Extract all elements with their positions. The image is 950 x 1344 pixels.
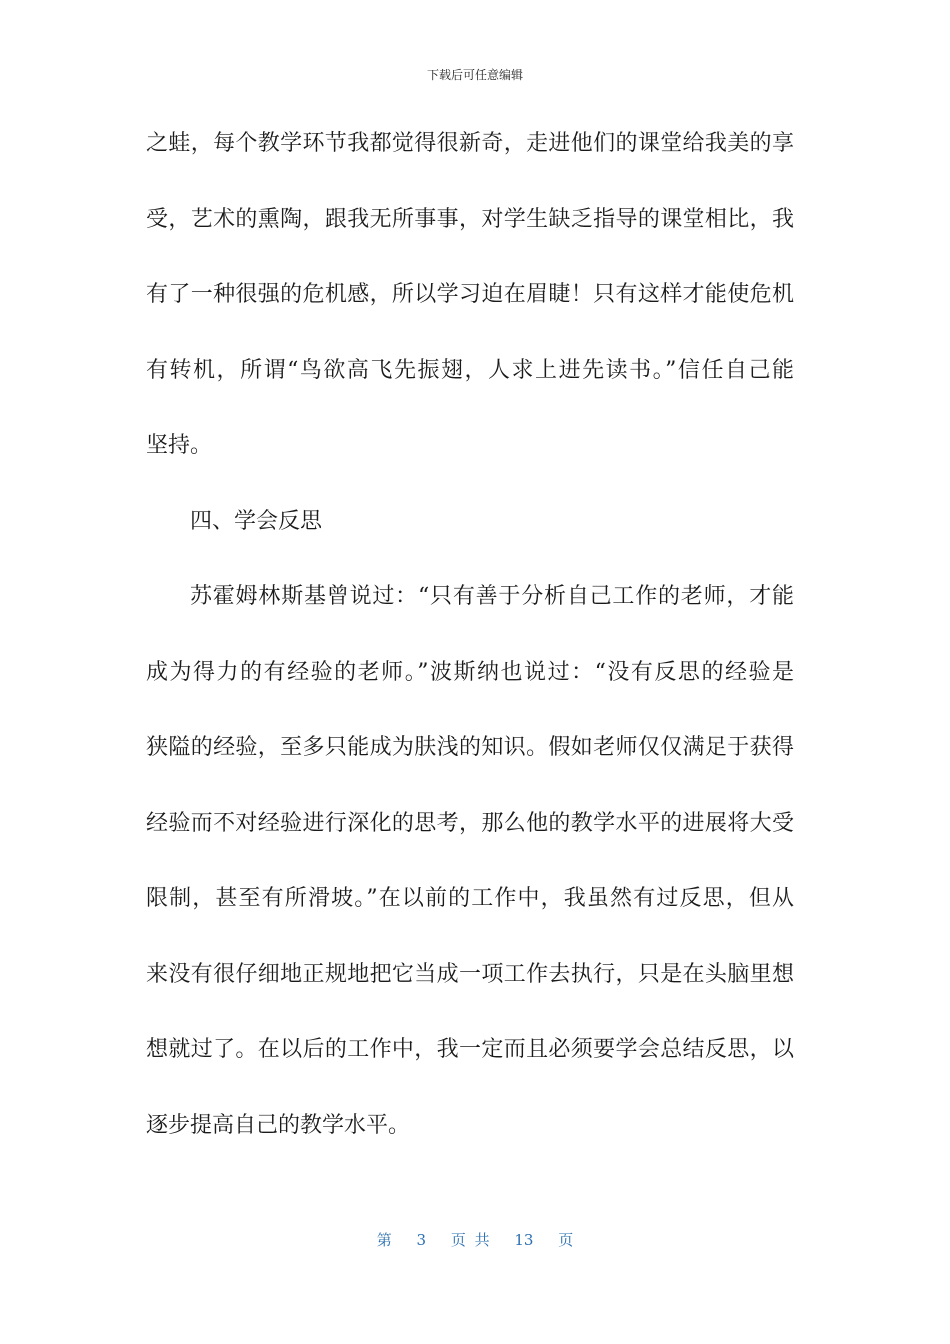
page-footer bbox=[0, 1229, 950, 1250]
document-body bbox=[146, 122, 794, 1179]
body-line: 成为得力的有经验的老师。”波斯纳也说过：“没有反思的经验是 bbox=[146, 659, 794, 685]
body-line: 受，艺术的熏陶，跟我无所事事，对学生缺乏指导的课堂相比，我 bbox=[146, 206, 794, 232]
body-line: 苏霍姆林斯基曾说过：“只有善于分析自己工作的老师，才能 bbox=[190, 584, 794, 609]
page-label-mid: 页 共 bbox=[450, 1231, 490, 1249]
body-line: 之蛙，每个教学环节我都觉得很新奇，走进他们的课堂给我美的享 bbox=[146, 131, 794, 156]
body-line: 限制，甚至有所滑坡。”在以前的工作中，我虽然有过反思，但从 bbox=[146, 886, 794, 911]
page-label-prefix: 第 bbox=[376, 1231, 392, 1249]
page-label-suffix: 页 bbox=[558, 1231, 574, 1249]
body-line: 有了一种很强的危机感，所以学习迫在眉睫！只有这样才能使危机 bbox=[146, 282, 794, 307]
body-line: 有转机，所谓“鸟欲高飞先振翅，人求上进先读书。”信任自己能 bbox=[146, 357, 794, 383]
body-line: 想就过了。在以后的工作中，我一定而且必须要学会总结反思，以 bbox=[146, 1037, 794, 1062]
page-number: 3 bbox=[416, 1231, 427, 1249]
body-line: 狭隘的经验，至多只能成为肤浅的知识。假如老师仅仅满足于获得 bbox=[146, 735, 794, 760]
section-heading: 四、学会反思 bbox=[190, 508, 323, 534]
body-line: 逐步提高自己的教学水平。 bbox=[146, 1112, 411, 1138]
page-header: 下载后可任意编辑 bbox=[426, 68, 523, 82]
total-pages: 13 bbox=[514, 1231, 534, 1249]
body-line: 坚持。 bbox=[146, 433, 213, 458]
body-line: 经验而不对经验进行深化的思考，那么他的教学水平的进展将大受 bbox=[146, 810, 794, 836]
body-line: 来没有很仔细地正规地把它当成一项工作去执行，只是在头脑里想 bbox=[146, 961, 794, 987]
